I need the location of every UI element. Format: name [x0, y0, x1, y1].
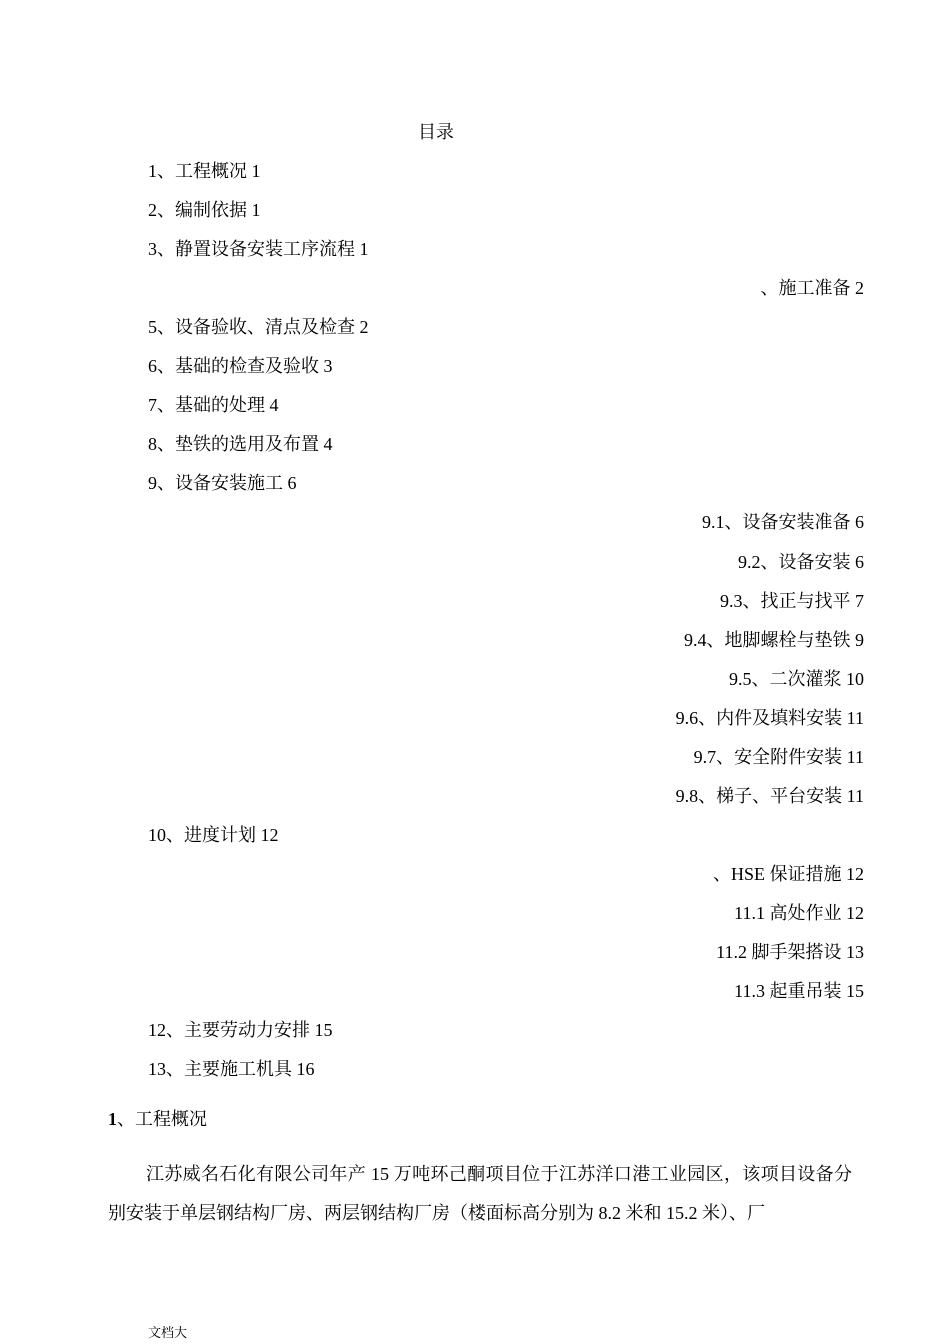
toc-entry[interactable]: 13、主要施工机具 16 — [148, 1059, 315, 1080]
toc-entry[interactable]: 9.6、内件及填料安装 11 — [675, 707, 864, 728]
toc-entry[interactable]: 、HSE 保证措施 12 — [712, 863, 864, 884]
toc-entry[interactable]: 7、基础的处理 4 — [148, 395, 279, 416]
toc-entry[interactable]: 1、工程概况 1 — [148, 161, 261, 181]
toc-entry[interactable]: 9.8、梯子、平台安装 11 — [675, 785, 864, 806]
toc-entry[interactable]: 12、主要劳动力安排 15 — [148, 1020, 333, 1041]
toc-entry[interactable]: 9、设备安装施工 6 — [148, 473, 297, 494]
toc-entry[interactable]: 8、垫铁的选用及布置 4 — [148, 434, 333, 455]
toc-entry[interactable]: 11.3 起重吊装 15 — [734, 981, 864, 1002]
toc-entry[interactable]: 11.1 高处作业 12 — [734, 902, 864, 923]
toc-entry[interactable]: 5、设备验收、清点及检查 2 — [148, 317, 369, 338]
toc-entry[interactable]: 9.5、二次灌浆 10 — [729, 668, 864, 689]
section-heading — [108, 1106, 207, 1132]
body-paragraph: 江苏威名石化有限公司年产 15 万吨环己酮项目位于江苏洋口港工业园区，该项目设备分别安装于单层钢结构厂房、两层钢结构厂房（楼面标高分别为 8.2 米和 15.2 米）、厂 — [108, 1164, 852, 1223]
toc-entry[interactable]: 9.4、地脚螺栓与垫铁 9 — [684, 629, 864, 650]
toc-entry[interactable]: 9.7、安全附件安装 11 — [693, 746, 864, 767]
toc-entry[interactable]: 6、基础的检查及验收 3 — [148, 356, 333, 377]
toc-entry[interactable]: 、施工准备 2 — [760, 278, 864, 299]
toc-entry[interactable]: 2、编制依据 1 — [148, 200, 261, 221]
toc-entry[interactable]: 9.3、找正与找平 7 — [720, 590, 864, 611]
section-number: 1 — [108, 1109, 117, 1129]
toc-entry[interactable]: 9.1、设备安装准备 6 — [702, 512, 864, 533]
page-footer: 文档大 — [148, 1325, 188, 1340]
toc-entry[interactable]: 3、静置设备安装工序流程 1 — [148, 239, 369, 260]
toc-entry[interactable]: 10、进度计划 12 — [148, 824, 279, 845]
section-title: 、工程概况 — [117, 1109, 207, 1129]
toc-entry[interactable]: 9.2、设备安装 6 — [738, 551, 864, 572]
toc-entry[interactable]: 11.2 脚手架搭设 13 — [716, 942, 864, 962]
toc-title: 目录 — [418, 122, 454, 142]
